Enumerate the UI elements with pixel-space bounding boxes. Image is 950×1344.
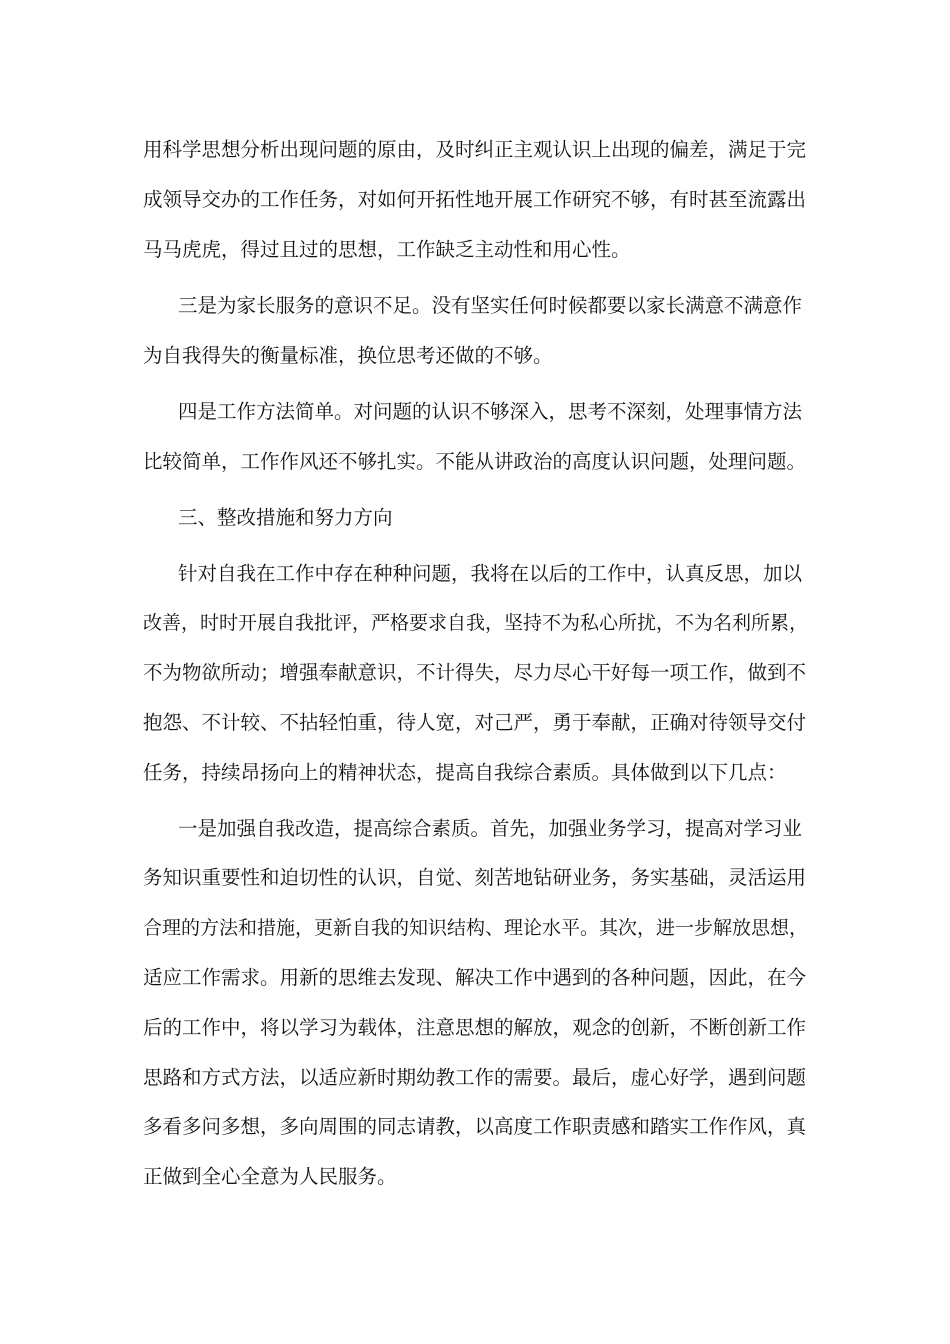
text-line: 合理的方法和措施，更新自我的知识结构、理论水平。其次，进一步解放思想， (143, 917, 809, 939)
text-line: 务知识重要性和迫切性的认识，自觉、刻苦地钻研业务，务实基础，灵活运用 (143, 866, 807, 889)
text-line: 任务，持续昂扬向上的精神状态，提高自我综合素质。具体做到以下几点： (143, 761, 787, 784)
text-line: 三是为家长服务的意识不足。没有坚实任何时候都要以家长满意不满意作 (178, 294, 803, 317)
text-line: 适应工作需求。用新的思维去发现、解决工作中遇到的各种问题，因此，在今 (143, 966, 807, 989)
text-line: 后的工作中，将以学习为载体，注意思想的解放，观念的创新，不断创新工作 (143, 1016, 807, 1039)
text-line: 一是加强自我改造，提高综合素质。首先，加强业务学习，提高对学习业 (178, 817, 803, 840)
text-line: 成领导交办的工作任务，对如何开拓性地开展工作研究不够，有时甚至流露出 (143, 188, 807, 211)
text-line: 比较简单，工作作风还不够扎实。不能从讲政治的高度认识问题，处理问题。 (143, 450, 807, 473)
text-line: 抱怨、不计较、不拈轻怕重，待人宽，对己严，勇于奉献，正确对待领导交付 (143, 711, 807, 734)
text-line: 多看多问多想，多向周围的同志请教，以高度工作职责感和踏实工作作风，真 (143, 1115, 807, 1138)
text-line: 改善，时时开展自我批评，严格要求自我，坚持不为私心所扰，不为名利所累， (143, 612, 809, 634)
text-line: 不为物欲所动；增强奉献意识，不计得失，尽力尽心干好每一项工作，做到不 (143, 661, 807, 684)
text-line: 为自我得失的衡量标准，换位思考还做的不够。 (143, 344, 553, 367)
text-line: 四是工作方法简单。对问题的认识不够深入，思考不深刻，处理事情方法 (178, 400, 803, 423)
text-line: 用科学思想分析出现问题的原由，及时纠正主观认识上出现的偏差，满足于完 (143, 138, 807, 161)
text-line: 正做到全心全意为人民服务。 (143, 1165, 397, 1188)
text-line: 针对自我在工作中存在种种问题，我将在以后的工作中，认真反思，加以 (178, 562, 803, 585)
section-heading: 三、整改措施和努力方向 (178, 506, 393, 529)
text-line: 马马虎虎，得过且过的思想，工作缺乏主动性和用心性。 (143, 238, 631, 261)
text-line: 思路和方式方法，以适应新时期幼教工作的需要。最后，虚心好学，遇到问题 (143, 1066, 807, 1089)
